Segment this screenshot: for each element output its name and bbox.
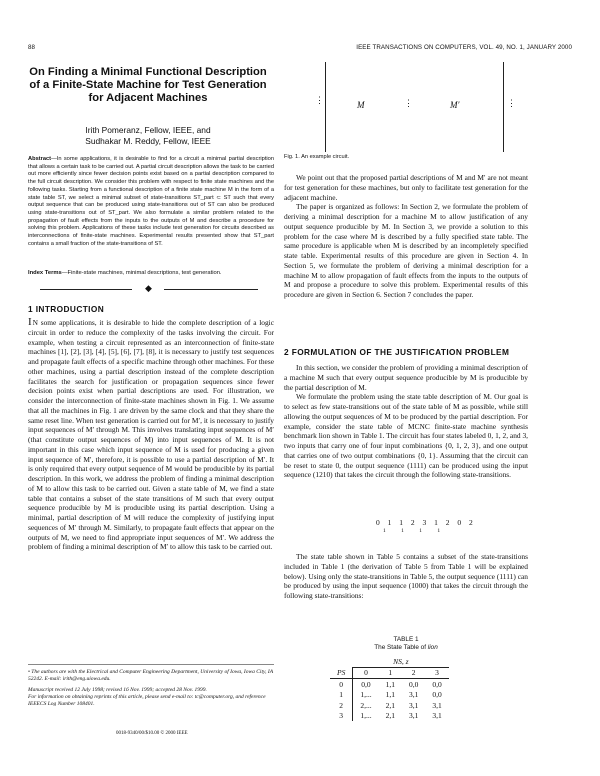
table-cell: 3,1 <box>432 711 442 721</box>
table-row <box>330 711 449 722</box>
index-terms-text: —Finite-state machines, minimal descriptions, test generation. <box>61 270 222 276</box>
table-1-ps: 1 <box>330 690 353 701</box>
transition-subscripts: 1 1 1 1 <box>383 528 448 534</box>
author-block <box>28 125 268 147</box>
section-1-body <box>28 318 274 656</box>
table-1-ps: 2 <box>330 700 353 711</box>
table-1-subtitle <box>284 644 528 652</box>
table-1-ps-header: PS <box>330 667 353 679</box>
table-cell: 2,... <box>360 700 372 710</box>
table-cell: 1,... <box>360 690 372 700</box>
index-terms <box>28 270 274 278</box>
page-number: 88 <box>28 44 36 51</box>
figure-1-machine-m-prime: M′ <box>450 100 460 110</box>
table-cell: 1,1 <box>385 690 395 700</box>
author-line-1: Irith Pomeranz, Fellow, IEEE, and <box>85 125 211 135</box>
table-1-subtitle-text: The State Table of <box>374 644 427 651</box>
footnote-received: Manuscript received 12 July 1998; revised 16 Nov. 1999; accepted 28 Nov. 1999. <box>28 687 207 694</box>
table-row <box>330 700 449 711</box>
copyright-line: 0018-9340/00/$10.00 © 2000 IEEE <box>116 731 188 736</box>
footnote-reprints: For information on obtaining reprints of this article, please send e-mail to: tc@computer.org, and reference IEEECS Log Number 108401. <box>28 694 266 708</box>
diamond-ornament-icon: ◆ <box>145 283 152 293</box>
index-terms-label: Index Terms <box>28 270 62 276</box>
figure-1-middle-dots: ⋮ <box>404 98 413 108</box>
intro-paragraph: N some applications, it is desirable to hide the complete description of a logic circuit in order to reduce the complexity of the tasks involving the circuit. For example, when testing a circuit represented as an interconnection of finite-state machines [1], [2], [3], [4], [5], [6], [7], [8], it is necessary to justify test sequences and propagate fault effects of a specific machine through other machines. For these other machines, using a partial description instead of the complete description facilitates the search for justification or propagation sequences since fewer decision points exist when partial descriptions are used. For illustration, we consider the interconnection of finite-state machines shown in Fig. 1. We assume that all the machines in Fig. 1 are driven by the same clock and that they share the same reset line. When test generation is carried out for M′, it is necessary to justify input sequences of M′ through M. This involves translating input sequences of M′ (that constitute output sequences of M) into input sequences of M. It is not important in this case which input sequence of M is used for producing a given input sequence of M′, therefore, it is possible to use a partial description of M′. It is only required that every output sequence of M would be producible by its partial description. In this work, we address the problem of finding a minimal description of M to allow this task to be carried out. Given a state table of M, we find a state table that contains a subset of the state transitions of M such that every output sequence producible by M is producible using its partial description. Using a minimal, partial description of M will reduce the complexity of justifying input sequences of M′ through M. Similarly, to propagate fault effects that appear on the outputs of M, we need to find appropriate input sequences of M′. We address the problem of finding a minimal description of M′ to allow this task to be carried out. <box>28 318 274 552</box>
table-cell: 3,1 <box>408 700 419 710</box>
abstract-text: —In some applications, it is desirable to find for a circuit a minimal partial description that allows a certain task to be carried out. A partial circuit description allows the task to be carried out more efficiently since fewer decision points exist based on a partial description compared to the full circuit description. We consider this problem with respect to finite state machines and the following tasks. Starting from a functional description of a finite state machine M in the form of a state table ST, we select a minimal subset of state-transitions ST_part ⊂ ST such that every output sequence that can be produced using state-transitions out of ST can also be produced using state-transitions out of ST_part. We also formulate a similar problem related to the propagation of fault effects from the inputs to the outputs of M and describe a procedure for solving this problem. Applications of these tasks include test generation for circuits described as interconnections of finite-state machines. Experimental results presented show that ST_part contains a small fraction of the state-transitions of ST. <box>28 156 274 247</box>
separator-left <box>40 289 132 290</box>
journal-running-head: IEEE TRANSACTIONS ON COMPUTERS, VOL. 49, NO. 1, JANUARY 2000 <box>356 44 572 51</box>
table-cell: 0,0 <box>361 679 371 689</box>
table-cell: 3,1 <box>408 690 419 700</box>
figure-1-left-dots: ⋮ <box>315 95 324 105</box>
paragraph-table5: The state table shown in Table 5 contains a subset of the state-transitions included in Table 1 (the derivation of Table 5 from Table 1 will be explained below). Using only the state-transitions in Table 5, the output sequence (1111) can be produced by using the input sequence (1000) that takes the circuit through the following state-transitions: <box>284 552 528 600</box>
table-row <box>330 679 449 690</box>
table-1-col-header: 2 <box>411 668 416 678</box>
author-line-2: Sudhakar M. Reddy, Fellow, IEEE <box>85 136 211 147</box>
table-cell: 1,1 <box>385 679 395 689</box>
table-1 <box>330 656 449 721</box>
paragraph-formulate: We formulate the problem using the state table description of M. Our goal is to select as few state-transitions out of the state table of M as possible, while still allowing the output sequences of M to be produced by the partial description. For example, consider the state table of MCNC finite-state machine synthesis benchmark lion shown in Table 1. The circuit has four states labeled 0, 1, 2, and 3, two inputs that carry one of four input combinations {0, 1, 2, 3}, and one output that carries one of two output combinations {0, 1}. Assuming that the circuit can be reset to state 0, the output sequence (1111) can be produced using the input sequence (1210) that takes the circuit through the following state-transitions. <box>284 392 528 480</box>
right-column-intro <box>284 173 528 300</box>
footnotes <box>28 669 274 708</box>
figure-1-caption: Fig. 1. An example circuit. <box>284 154 350 160</box>
abstract-label: Abstract <box>28 156 52 162</box>
paragraph-organization: The paper is organized as follows: In Section 2, we formulate the problem of deriving a minimal description for a machine M to allow justification of any output sequence producible by M. In Section 3, we provide a solution to this problem for the case where M is described by a fully specified state table. The same procedure is applicable when M is described by an incompletely specified state table. Experimental results of this procedure are given in Section 4. In Section 5, we formulate the problem of deriving a minimal description for a machine M to allow propagation of fault effects from the inputs to the outputs of M and propose a procedure to solve this problem. Experimental results of this procedure are given in Section 6. Section 7 concludes the paper. <box>284 202 528 299</box>
table-cell: 3,1 <box>408 711 419 721</box>
separator-right <box>164 289 258 290</box>
footnote-authors: • The authors are with the Electrical and Computer Engineering Department, University of Iowa, Iowa City, IA 52242. E-mail: irith@eng.uiowa.edu. <box>28 669 273 683</box>
table-1-col-header: 1 <box>388 668 393 678</box>
table-cell: 2,1 <box>385 700 395 710</box>
table-cell: 2,1 <box>385 711 395 721</box>
footnote-rule <box>28 664 274 665</box>
table-1-ps: 0 <box>330 679 353 690</box>
table-cell: 1,... <box>360 711 372 721</box>
section-2-heading: 2 FORMULATION OF THE JUSTIFICATION PROBLEM <box>284 347 510 357</box>
table-cell: 0,0 <box>432 679 442 689</box>
table-cell: 0,0 <box>408 679 419 689</box>
table-cell: 0,0 <box>432 690 442 700</box>
table-row <box>330 690 449 701</box>
abstract <box>28 156 274 248</box>
figure-1-right-dots: ⋮ <box>507 98 516 108</box>
drop-cap: I <box>28 318 32 328</box>
figure-1-machine-m: M <box>357 100 365 110</box>
section-2-body <box>284 363 528 480</box>
table-1-subtitle-name: lion <box>427 644 438 651</box>
paragraph-point-out: We point out that the proposed partial descriptions of M and M′ are not meant for test generation for these machines, but only to facilitate test generation for the adjacent machine. <box>284 173 528 202</box>
paragraph-section2-intro: In this section, we consider the problem of providing a minimal description of a machine M such that every output sequence producible by M is producible by the partial description of M. <box>284 363 528 392</box>
table-1-ns-header: NS, z <box>353 656 449 667</box>
table-1-ps: 3 <box>330 711 353 722</box>
table5-paragraph-block <box>284 552 528 601</box>
table-1-title-block <box>284 636 528 652</box>
figure-1-frame <box>325 62 504 152</box>
table-1-col-header: 3 <box>435 668 439 678</box>
table-cell: 3,1 <box>432 700 442 710</box>
paper-title: On Finding a Minimal Functional Description of a Finite-State Machine for Test Generation for Adjacent Machines <box>29 66 267 105</box>
table-1-title: TABLE 1 <box>393 636 419 643</box>
table-1-col-header: 0 <box>364 668 368 678</box>
section-1-heading: 1 INTRODUCTION <box>28 304 105 314</box>
table-1-corner <box>330 656 353 667</box>
transition-sequence: 0 1 1 2 3 1 2 0 2 <box>376 518 476 527</box>
